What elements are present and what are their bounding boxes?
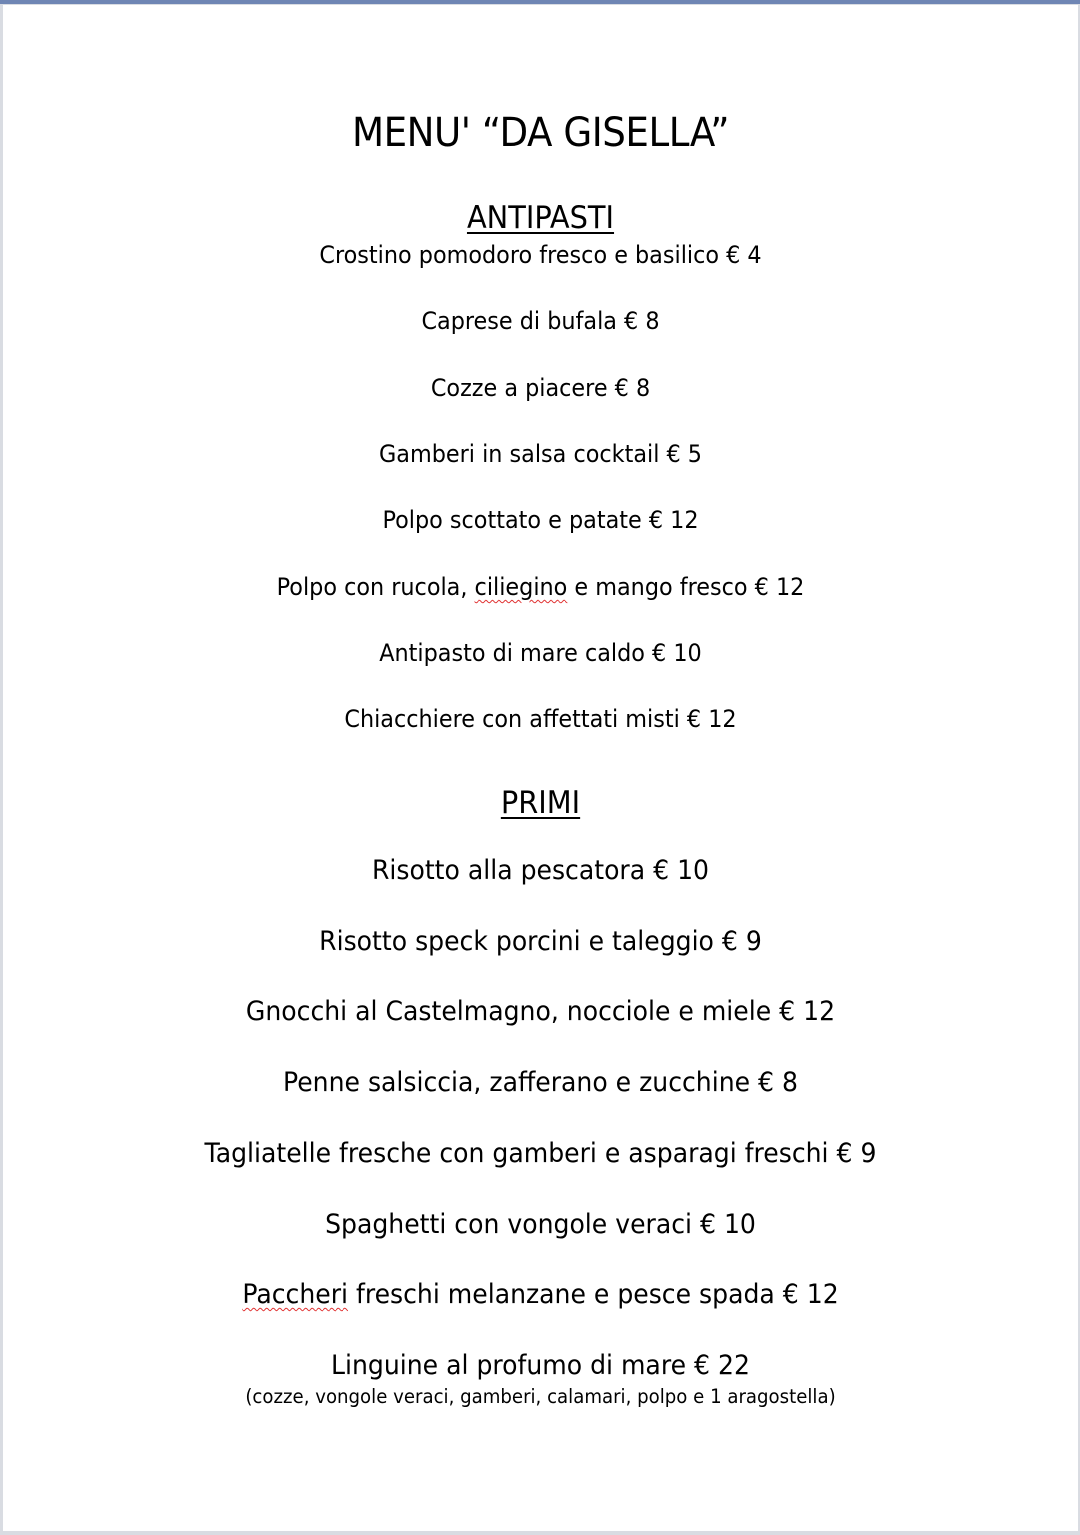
menu-item-note: (cozze, vongole veraci, gamberi, calamari, polpo e 1 aragostella) bbox=[245, 1385, 836, 1408]
menu-item-primi bbox=[41, 1281, 1041, 1308]
menu-title: MENU' “DA GISELLA” bbox=[351, 110, 730, 156]
menu-item-antipasti: Gamberi in salsa cocktail € 5 bbox=[378, 440, 702, 468]
spellcheck-flagged-word: Paccheri bbox=[242, 1279, 349, 1310]
menu-item-antipasti: Cozze a piacere € 8 bbox=[430, 374, 651, 402]
menu-item-text: freschi melanzane e pesce spada € 12 bbox=[348, 1279, 839, 1310]
menu-item-primi: Risotto alla pescatora € 10 bbox=[371, 855, 710, 886]
menu-item-primi: Tagliatelle fresche con gamberi e asparagi freschi € 9 bbox=[204, 1138, 877, 1169]
menu-item-text: e mango fresco € 12 bbox=[567, 573, 805, 601]
menu-item-primi: Risotto speck porcini e taleggio € 9 bbox=[319, 926, 762, 957]
menu-item-antipasti: Chiacchiere con affettati misti € 12 bbox=[344, 705, 737, 733]
menu-item-primi: Spaghetti con vongole veraci € 10 bbox=[325, 1209, 756, 1240]
menu-item-antipasti: Crostino pomodoro fresco e basilico € 4 bbox=[319, 241, 762, 269]
section-heading-primi: PRIMI bbox=[500, 785, 581, 821]
menu-item-antipasti: Polpo scottato e patate € 12 bbox=[382, 506, 699, 534]
menu-item-primi: Linguine al profumo di mare € 22 bbox=[331, 1350, 750, 1381]
menu-item-antipasti: Caprese di bufala € 8 bbox=[421, 307, 660, 335]
section-heading-antipasti: ANTIPASTI bbox=[466, 200, 615, 236]
document-top-border bbox=[0, 0, 1080, 4]
menu-item-antipasti bbox=[41, 575, 1041, 599]
menu-item-antipasti: Antipasto di mare caldo € 10 bbox=[379, 639, 702, 667]
menu-page bbox=[3, 5, 1078, 1531]
menu-item-primi: Gnocchi al Castelmagno, nocciole e miele € 12 bbox=[245, 996, 836, 1027]
menu-item-text: Polpo con rucola, bbox=[276, 573, 475, 601]
menu-item-primi: Penne salsiccia, zafferano e zucchine € 8 bbox=[282, 1067, 798, 1098]
spellcheck-flagged-word: ciliegino bbox=[474, 573, 568, 601]
